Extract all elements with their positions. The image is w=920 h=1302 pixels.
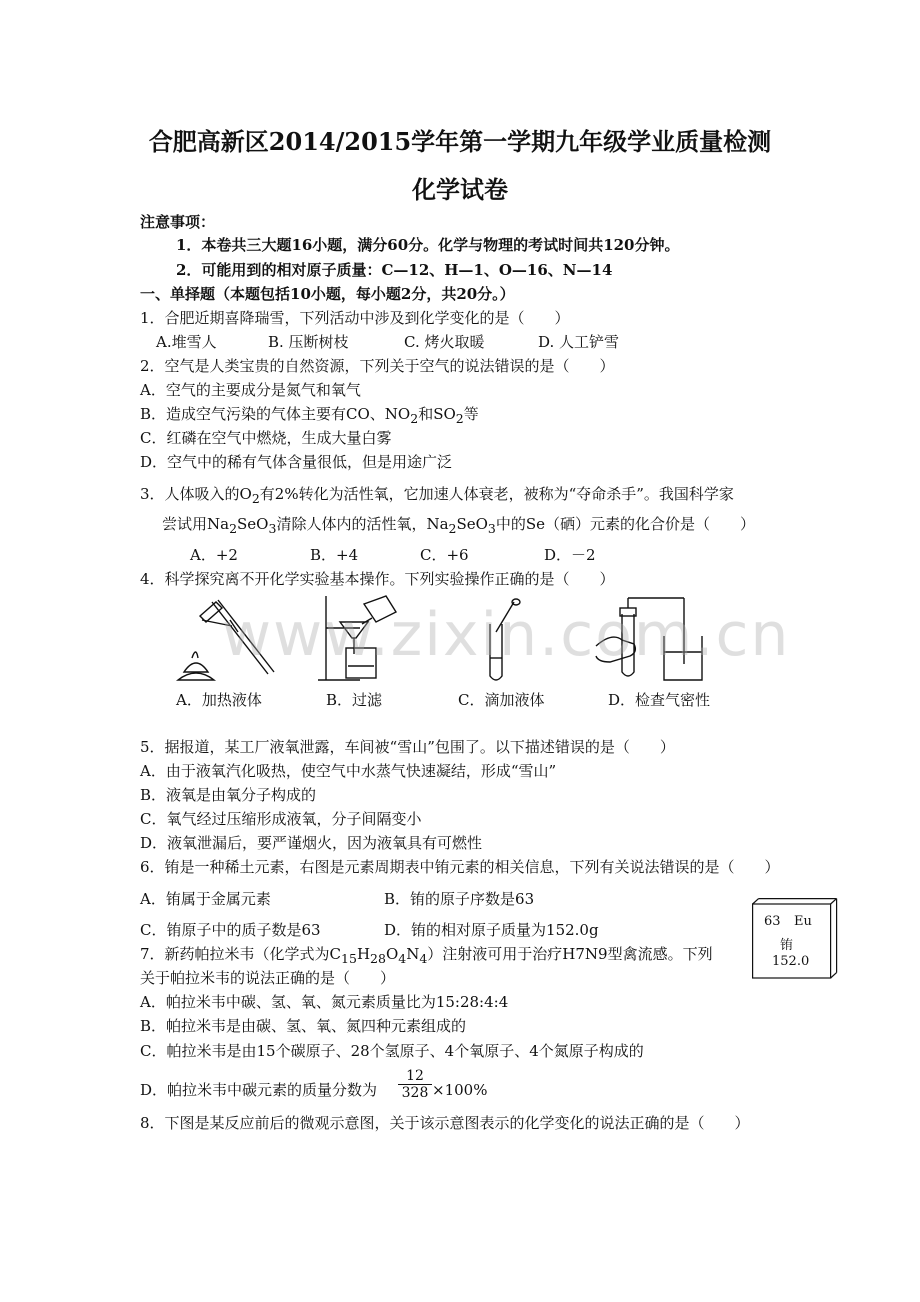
q7-option-c: C．帕拉米韦是由15个碳原子、28个氢原子、4个氧原子、4个氮原子构成的 (140, 1042, 644, 1060)
q3-l2-s1: 2 (229, 521, 238, 536)
q3-l2-c: 清除人体内的活性氧，Na (276, 515, 449, 533)
note-item-1: 1．本卷共三大题16小题，满分60分。化学与物理的考试时间共120分钟。 (176, 236, 680, 254)
q7-d-numerator: 12 (398, 1068, 432, 1085)
q1-stem: 1．合肥近期喜降瑞雪，下列活动中涉及到化学变化的是（ ） (140, 309, 570, 327)
q3-option-c: C．+6 (420, 546, 469, 564)
q3-l1-text1: 3．人体吸入的O (140, 485, 252, 503)
q3-l2-e: 中的Se（硒）元素的化合价是（ ） (495, 515, 756, 533)
q7-sub3: 4 (398, 951, 407, 966)
q3-l2-s2: 3 (268, 521, 277, 536)
note-item-2: 2．可能用到的相对原子质量：C—12、H—1、O—16、N—14 (176, 261, 613, 279)
q8-stem: 8．下图是某反应前后的微观示意图，关于该示意图表示的化学变化的说法正确的是（ ） (140, 1114, 750, 1132)
q1-option-d: D. 人工铲雪 (538, 333, 620, 351)
q7-n: N (406, 945, 420, 963)
notes-heading: 注意事项： (140, 213, 216, 231)
q3-l2-s3: 2 (448, 521, 457, 536)
q2-b-sub2: 2 (455, 411, 464, 426)
q1-options (156, 332, 619, 352)
q7-line2: 关于帕拉米韦的说法正确的是（ ） (140, 969, 396, 987)
q3-option-b: B．+4 (310, 546, 359, 564)
element-symbol: Eu (794, 914, 812, 929)
q5-option-d: D．液氧泄漏后，要严谨烟火，因为液氧具有可燃性 (140, 834, 483, 852)
q4-caption-a: A．加热液体 (176, 691, 262, 709)
q3-line2 (162, 514, 755, 539)
exam-title: 合肥高新区2014/2015学年第一学期九年级学业质量检测 (148, 127, 772, 156)
q7-l1-text: 7．新药帕拉米韦（化学式为C (140, 945, 342, 963)
q7-d-denominator: 328 (401, 1085, 429, 1101)
q7-h: H (356, 945, 371, 963)
q7-option-a: A．帕拉米韦中碳、氢、氧、氮元素质量比为15:28:4:4 (140, 993, 509, 1011)
q2-option-b (140, 404, 479, 429)
q3-option-d: D．－2 (544, 546, 596, 564)
q5-option-b: B．液氧是由氧分子构成的 (140, 786, 317, 804)
q3-l1-text2: 有2%转化为活性氧，它加速人体衰老，被称为“夺命杀手”。我国科学家 (259, 485, 734, 503)
q4-caption-c: C．滴加液体 (458, 691, 545, 709)
q3-l2-d: SeO (456, 515, 488, 533)
q1-option-a: A.堆雪人 (156, 333, 217, 351)
q7-line1 (140, 944, 713, 969)
element-tile-frame (752, 898, 844, 986)
q2-option-a: A．空气的主要成分是氮气和氧气 (140, 381, 361, 399)
q2-b-text2: 和SO (418, 405, 456, 423)
q2-option-c: C．红磷在空气中燃烧，生成大量白雾 (140, 429, 392, 447)
q4-stem: 4．科学探究离不开化学实验基本操作。下列实验操作正确的是（ ） (140, 570, 615, 588)
q2-b-text1: B．造成空气污染的气体主要有CO、NO (140, 405, 411, 423)
q1-option-c: C. 烤火取暖 (404, 333, 485, 351)
q6-option-d: D．铕的相对原子质量为152.0g (384, 921, 599, 939)
element-mass: 152.0 (772, 954, 810, 969)
q7-d-percent: ×100% (432, 1081, 488, 1099)
q7-sub1: 15 (341, 951, 357, 966)
q2-option-d: D．空气中的稀有气体含量很低，但是用途广泛 (140, 453, 453, 471)
q7-sub2: 28 (370, 951, 386, 966)
q7-option-b: B．帕拉米韦是由碳、氢、氧、氮四种元素组成的 (140, 1017, 467, 1035)
q2-stem: 2．空气是人类宝贵的自然资源，下列关于空气的说法错误的是（ ） (140, 357, 615, 375)
section1-heading: 一、单择题（本题包括10小题，每小题2分，共20分。） (140, 285, 515, 303)
element-number: 63 (764, 914, 781, 929)
watermark: www.zixin.com.cn (222, 600, 791, 670)
q6-stem: 6．铕是一种稀土元素，右图是元素周期表中铕元素的相关信息，下列有关说法错误的是（ ） (140, 858, 780, 876)
q4-caption-d: D．检查气密性 (608, 691, 711, 709)
q6-option-a: A．铕属于金属元素 (140, 890, 271, 908)
q7-l1-post: ）注射液可用于治疗H7N9型禽流感。下列 (427, 945, 713, 963)
q5-option-c: C．氧气经过压缩形成液氧，分子间隔变小 (140, 810, 422, 828)
q5-stem: 5．据报道，某工厂液氧泄露，车间被“雪山”包围了。以下描述错误的是（ ） (140, 738, 675, 756)
q7-o: O (385, 945, 399, 963)
q6-option-c: C．铕原子中的质子数是63 (140, 921, 321, 939)
q6-option-b: B．铕的原子序数是63 (384, 890, 535, 908)
q2-b-sub1: 2 (410, 411, 419, 426)
q7-option-d (140, 1080, 377, 1100)
q7-d-fraction (398, 1068, 432, 1101)
q7-d-text: D．帕拉米韦中碳元素的质量分数为 (140, 1081, 378, 1099)
q3-line1 (140, 484, 734, 509)
exam-subtitle: 化学试卷 (412, 175, 508, 204)
element-tile-europium (752, 898, 836, 978)
q4-caption-b: B．过滤 (326, 691, 383, 709)
q2-b-text3: 等 (463, 405, 479, 423)
q3-l2-s4: 3 (487, 521, 496, 536)
q1-option-b: B. 压断树枝 (268, 333, 349, 351)
element-name: 铕 (780, 938, 794, 953)
q5-option-a: A．由于液氧汽化吸热，使空气中水蒸气快速凝结，形成“雪山” (140, 762, 557, 780)
q3-options (190, 545, 596, 565)
q3-l2-a: 尝试用Na (162, 515, 230, 533)
q3-l2-b: SeO (237, 515, 269, 533)
q3-option-a: A．+2 (190, 546, 238, 564)
q3-l1-sub: 2 (251, 491, 260, 506)
q7-sub4: 4 (419, 951, 428, 966)
